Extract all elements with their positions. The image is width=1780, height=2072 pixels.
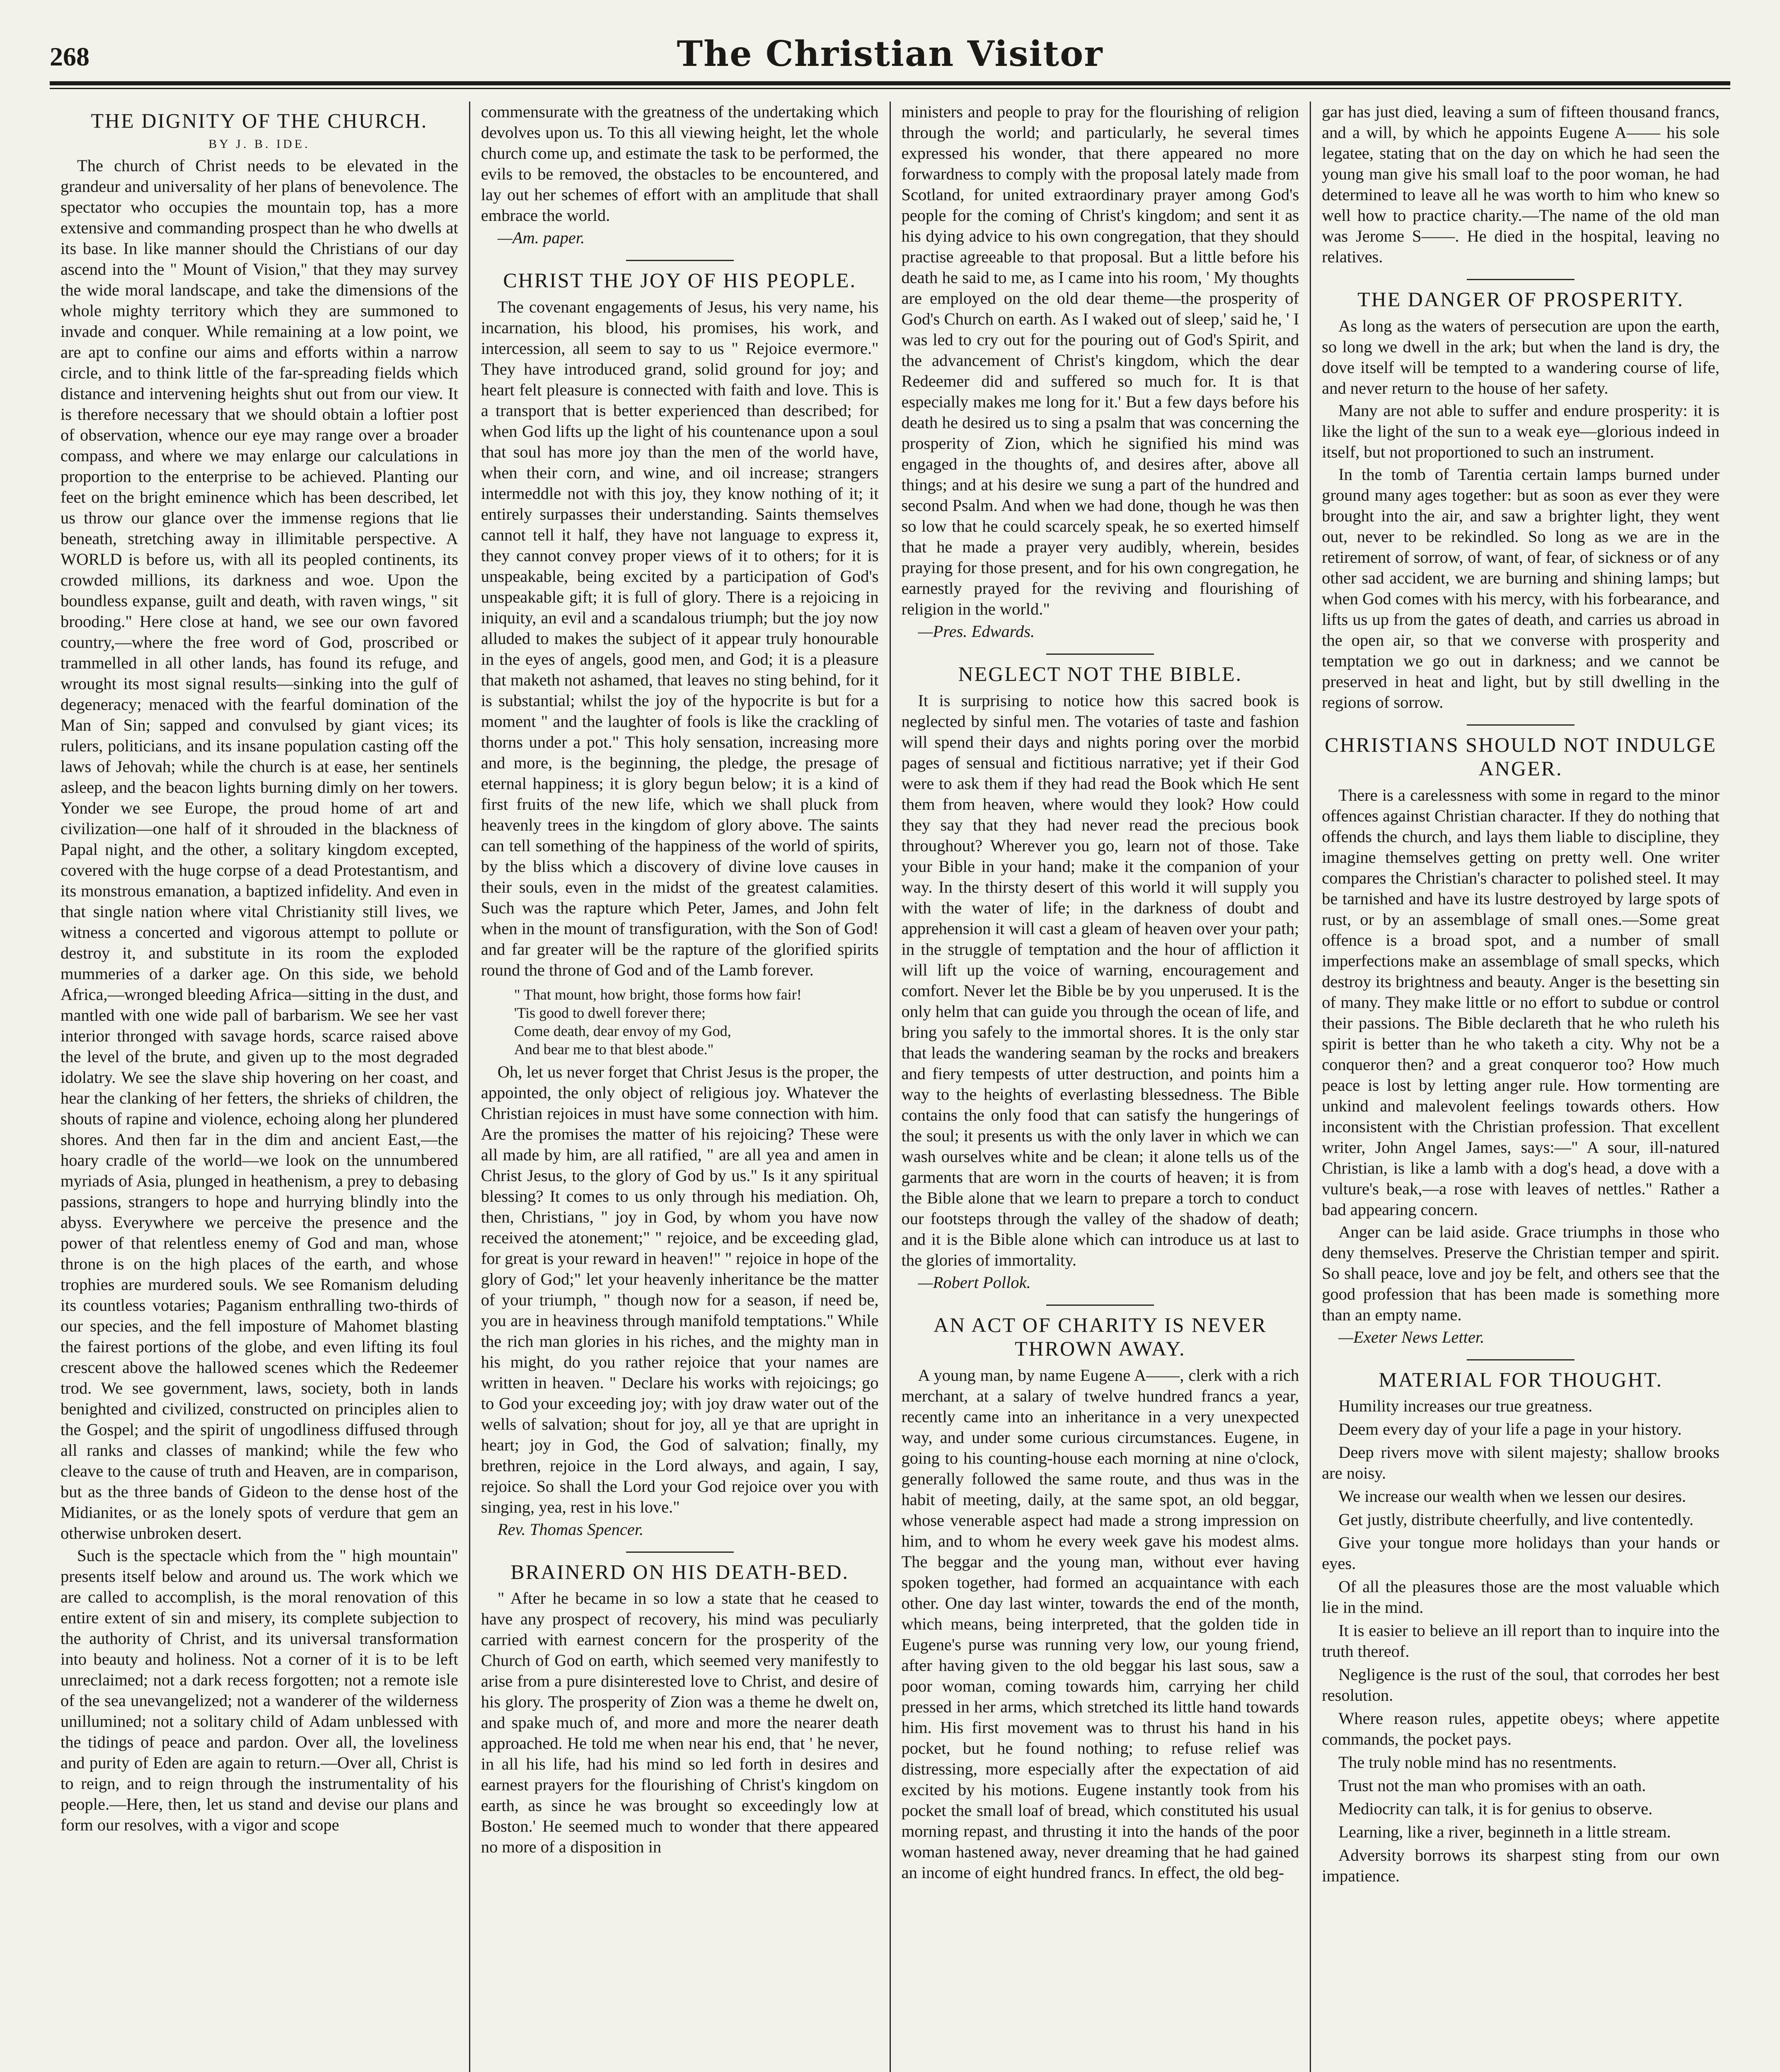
article-separator	[1046, 654, 1154, 655]
article-separator	[1467, 724, 1574, 726]
maxim-item: Humility increases our true greatness.	[1338, 1397, 1593, 1415]
article-paragraph: Anger can be laid aside. Grace triumphs in those who deny themselves. Preserve the Christian temper and spirit. So shall peace, love and joy be felt, and others see that the good profession that has been made is something more than an empty name.	[1322, 1222, 1720, 1324]
article-title: CHRIST THE JOY OF HIS PEOPLE.	[503, 269, 857, 292]
maxim-item: Deep rivers move with silent majesty; shallow brooks are noisy.	[1322, 1443, 1720, 1482]
article-paragraph: The church of Christ needs to be elevated in the grandeur and universality of her plans of benevolence. The spectator who occupies the mountain top, has a more extensive and commanding prospect than he who dwells at its base. In like manner should the Christians of our day ascend into the " Mount of Vision," that they may survey the wide moral landscape, and take the dimensions of the whole mighty territory which they are summoned to invade and conquer. While remaining at a low point, we are apt to confine our aims and efforts within a narrow circle, and to think little of the far-spreading fields which distance and intervening heights shut out from our view. It is therefore necessary that we should obtain a loftier post of observation, whence our eye may range over a broader compass, and where we may enlarge our calculations in proportion to the enterprise to be achieved. Planting our feet on the bright eminence which has been described, let us throw our glance over the immense regions that lie beneath, stretching away in illimitable perspective. A WORLD is before us, with all its peopled continents, its crowded millions, its darkness and woe. Upon the boundless expanse, guilt and death, with raven wings, " sit brooding." Here close at hand, we see our own favored country,—where the free word of God, proscribed or trammelled in all other lands, has found its refuge, and wrought its most signal results—sinking into the gulf of degeneracy; menaced with the fearful domination of the Man of Sin; sapped and convulsed by giant vices; its rulers, politicians, and its insane population casting off the laws of Jehovah; while the church is at ease, her sentinels asleep, and the beacon lights burning dimly on her towers. Yonder we see Europe, the proud home of art and civilization—one half of it shrouded in the blackness of Papal night, and the other, a solitary kingdom excepted, covered with the huge corpse of a dead Protestantism, and its monstrous emanation, a baptized infidelity. And even in that single nation where vital Christianity still lives, we witness a concerted and vigorous attempt to pollute or destroy it, and substitute in its room the exploded mummeries of a darker age. On this side, we behold Africa,—wronged bleeding Africa—sitting in the dust, and mantled with one wide pall of barbarism. We see her vast interior thronged with savage hords, scarce raised above the level of the brute, and given up to the most degraded idolatry. We see the slave ship hovering on her coast, and hear the clanking of her fetters, the shrieks of children, the shouts of rapine and violence, echoing along her plundered shores. And then far in the dim and ancient East,—the hoary cradle of the world—we look on the unnumbered myriads of Asia, plunged in heathenism, a prey to debasing passions, strangers to hope and hurrying blindly into the abyss. Everywhere we perceive the presence and the power of that relentless enemy of God and man, whose throne is on the high places of the earth, and whose trophies are murdered souls. We see Romanism deluding its countless votaries; Paganism enthralling two-thirds of our species, and the fell imposture of Mahomet blasting the fairest portions of the globe, and even lifting its foul crescent above the hallowed scenes which the Redeemer trod. We see government, laws, society, both in lands benighted and civilized, constructed on principles alien to the Gospel; and the spirit of ungodliness diffused through all ranks and classes of mankind; while the few who cleave to the cause of truth and Heaven, are in comparison, but as the three bands of Gideon to the dense host of the Midianites, or as the lonely spots of verdure that gem an otherwise unbroken desert.	[60, 156, 458, 1542]
poem-line: " That mount, how bright, those forms how fair!	[514, 986, 802, 1003]
article-separator	[1467, 1359, 1574, 1360]
maxim-item: Get justly, distribute cheerfully, and live contentedly.	[1338, 1510, 1694, 1529]
article-title: MATERIAL FOR THOUGHT.	[1379, 1368, 1663, 1391]
columns	[50, 102, 1730, 2072]
poem-line: Come death, dear envoy of my God,	[514, 1022, 731, 1039]
article-separator	[1467, 279, 1574, 280]
article-material-for-thought	[1322, 1368, 1720, 1887]
maxim-item: Deem every day of your life a page in your history.	[1338, 1420, 1682, 1438]
masthead	[50, 25, 1730, 79]
article-paragraph: " After he became in so low a state that he ceased to have any prospect of recovery, his mind was peculiarly carried with earnest concern for the prosperity of the Church of God on earth, which seemed very manifestly to arise from a pure disinterested love to Christ, and desire of his glory. The prosperity of Zion was a theme he dwelt on, and spake much of, and more and more the nearer death approached. He told me when near his end, that ' he never, in all his life, had his mind so led forth in desires and earnest prayers for the flourishing of Christ's kingdom on earth, as since he was brought so exceedingly low at Boston.' He seemed much to wonder that there appeared no more of a disposition in	[481, 1589, 879, 1856]
column-3	[891, 102, 1311, 2072]
maxim-item: Of all the pleasures those are the most valuable which lie in the mind.	[1322, 1577, 1720, 1617]
article-separator	[1046, 1305, 1154, 1306]
article-danger-of-prosperity	[1322, 288, 1720, 713]
article-act-of-charity	[902, 1313, 1299, 1883]
article-dignity-of-the-church	[60, 109, 458, 1835]
column-2	[470, 102, 891, 2072]
article-paragraph: In the tomb of Tarentia certain lamps burned under ground many ages together: but as soon as ever they were brought into the air, and saw a brighter light, they went out, never to be rekindled. So long as we are in the retirement of sorrow, of want, of fear, of sickness or of any other sad accident, we are burning and shining lamps; but when God comes with his mercy, with his forbearance, and lifts us up from the gates of death, and carries us abroad in the open air, so that we converse with prosperity and temptation we go out in darkness; and we cannot be preserved in heat and light, but by still dwelling in the regions of sorrow.	[1322, 465, 1720, 712]
poem-line: And bear me to that blest abode."	[514, 1041, 714, 1058]
maxim-item: It is easier to believe an ill report than to inquire into the truth thereof.	[1322, 1621, 1720, 1661]
article-title: BRAINERD ON HIS DEATH-BED.	[510, 1560, 849, 1583]
article-byline: BY J. B. IDE.	[208, 137, 310, 151]
maxim-item: Mediocrity can talk, it is for genius to observe.	[1338, 1799, 1653, 1818]
maxim-item: Negligence is the rust of the soul, that corrodes her best resolution.	[1322, 1665, 1720, 1704]
maxim-item: Adversity borrows its sharpest sting from our own impatience.	[1322, 1846, 1720, 1885]
article-paragraph: Many are not able to suffer and endure prosperity: it is like the light of the sun to a weak eye—glorious indeed in itself, but not proportioned to such an instrument.	[1322, 401, 1720, 461]
maxim-item: Trust not the man who promises with an oath.	[1338, 1776, 1646, 1795]
page-number: 268	[50, 42, 89, 71]
article-source: —Am. paper.	[497, 228, 585, 247]
article-paragraph: gar has just died, leaving a sum of fifteen thousand francs, and a will, by which he appoints Eugene A—— his sole legatee, stating that on the day on which he had seen the young man give his small loaf to the poor woman, he had determined to leave all he was worth to him who knew so well how to practice charity.—The name of the old man was Jerome S——. He died in the hospital, leaving no relatives.	[1322, 102, 1720, 266]
article-paragraph: It is surprising to notice how this sacred book is neglected by sinful men. The votaries of taste and fashion will spend their days and nights poring over the morbid pages of sensual and fictitious narrative; yet if their God were to ask them if they had read the Book which He sent them from heaven, where would they look? How could they say that they had never read the precious book throughout? Wherever you go, learn not of those. Take your Bible in your hand; make it the companion of your way. In the thirsty desert of this world it will supply you with the water of life; in the darkness of doubt and apprehension it will cast a gleam of heaven over your path; in the struggle of temptation and the hour of affliction it will lift up the voice of warning, encouragement and comfort. Never let the Bible be by you unperused. It is the only helm that can guide you through the ocean of life, and bring you safely to the immortal shores. It is the only star that leads the wandering seaman by the rocks and breakers and fiery tempests of utter destruction, and points him a way to the heights of everlasting blessedness. The Bible contains the only food that can satisfy the hungerings of the soul; it presents us with the only laver in which we can wash ourselves white and be clean; it alone tells us of the garments that are worn in the courts of heaven; it is from the Bible alone that we learn to prepare a torch to conduct our footsteps through the valley of the shadow of death; and it is the Bible alone which can introduce us at last to the glories of immortality.	[901, 691, 1299, 1269]
article-paragraph: The covenant engagements of Jesus, his very name, his incarnation, his blood, his promises, his work, and intercession, all seem to say to us " Rejoice evermore." They have introduced grand, solid ground for joy; and heart felt pleasure is connected with faith and love. This is a transport that is better experienced than described; for when God lifts up the light of his countenance upon a soul that soul has more joy than the men of the world have, when their corn, and wine, and oil increase; strangers intermeddle not with this joy, they know nothing of it; it entirely surpasses their understanding. Saints themselves cannot tell it half, they have not language to express it, they cannot convey proper views of it to others; for it is unspeakable, being excited by a participation of God's unspeakable gift; it is full of glory. There is a rejoicing in iniquity, an evil and a scandalous triumph; but the joy now alluded to makes the subject of it appear truly honourable in the eyes of angels, good men, and God; it is a pleasure that maketh not ashamed, that leaves no sting behind, for it is substantial; whilst the joy of the hypocrite is but for a moment " and the laughter of fools is like the crackling of thorns under a pot." This holy sensation, increasing more and more, is the beginning, the pledge, the presage of eternal happiness; it is glory begun below; it is a kind of first fruits of the new life, which we shall pluck from heavenly trees in the kingdom of glory above. The saints can tell something of the happiness of the world of spirits, by the bliss which a discovery of divine love causes in their souls, even in the midst of the greatest calamities. Such was the rapture which Peter, James, and John felt when in the mount of transfiguration, with the Son of God! and far greater will be the rapture of the glorified spirits round the throne of God and of the Lamb forever.	[481, 297, 879, 979]
column-4	[1311, 102, 1730, 2072]
article-paragraph: A young man, by name Eugene A——, clerk with a rich merchant, at a salary of twelve hundred francs a year, recently came into an inheritance in a very unexpected way, and under some curious circumstances. Eugene, in going to his counting-house each morning at nine o'clock, generally followed the same route, and thus was in the habit of meeting, daily, at the same spot, an old beggar, whose venerable aspect had made a strong impression on him, and to whom he every week gave his modest alms. The beggar and the young man, without ever having spoken together, had formed an acquaintance with each other. One day last winter, towards the end of the month, which means, being interpreted, that the golden tide in Eugene's purse was running very low, our young friend, after having given to the old beggar his last sous, saw a poor woman, coming towards him, carrying her child pressed in her arms, which stretched its little hand towards him. His first movement was to thrust his hand in his pocket, but he found nothing; to refuse relief was distressing, more especially after the expectation of aid excited by his motions. Eugene instantly took from his pocket the small loaf of bread, which constituted his usual morning repast, and thrusting it into the hands of the poor woman hastened away, never dreaming that he had gained an income of eight hundred francs. In effect, the old beg-	[901, 1365, 1299, 1882]
article-neglect-not-the-bible	[902, 662, 1299, 1293]
article-source: —Pres. Edwards.	[918, 622, 1035, 641]
article-source: —Robert Pollok.	[918, 1273, 1031, 1292]
article-charity-continued	[1322, 102, 1720, 267]
maxim-item: Where reason rules, appetite obeys; where appetite commands, the pocket pays.	[1322, 1709, 1720, 1748]
article-separator	[626, 1552, 734, 1553]
header-rule	[50, 81, 1730, 85]
header-rule-thin	[50, 88, 1730, 89]
article-paragraph: There is a carelessness with some in regard to the minor offences against Christian character. If they do nothing that offends the church, and lays them liable to discipline, they imagine themselves getting on pretty well. One writer compares the Christian's character to polished steel. It may be tarnished and have its lustre destroyed by large spots of rust, or by an assemblage of small ones.—Some great offence is a broad spot, and a number of small imperfections make an assemblage of small specks, which destroy its brightness and beauty. Anger is the besetting sin of many. They make little or no effort to subdue or control their passions. The Bible declareth that he who ruleth his spirit is better than he who taketh a city. Why not be a conqueror then? and a great conqueror too? How much peace is lost by letting anger rule. How tormenting are unkind and malevolent feelings towards others. How inconsistent with the Christian profession. That excellent writer, John Angel James, says:—" A sour, ill-natured Christian, is like a lamb with a dog's head, a dove with a vulture's beak,—a rose with leaves of nettles." Rather a bad appearing concern.	[1322, 785, 1720, 1219]
article-source: Rev. Thomas Spencer.	[497, 1520, 644, 1539]
maxim-item: We increase our wealth when we lessen our desires.	[1338, 1487, 1686, 1506]
article-should-not-indulge-anger	[1322, 733, 1720, 1348]
poem-line: 'Tis good to dwell forever there;	[514, 1004, 706, 1021]
article-title: AN ACT OF CHARITY IS NEVER THROWN AWAY.	[934, 1313, 1267, 1360]
article-paragraph: commensurate with the greatness of the undertaking which devolves upon us. To this all viewing height, let the whole church come up, and estimate the task to be performed, the evils to be removed, the obstacles to be encountered, and lay out her schemes of effort with an amplitude that shall embrace the world.	[481, 102, 879, 225]
newspaper-title: The Christian Visitor	[677, 33, 1103, 74]
article-title: THE DIGNITY OF THE CHURCH.	[91, 109, 428, 132]
article-dignity-continued	[481, 102, 879, 248]
column-1	[50, 102, 470, 2072]
article-brainerd	[481, 1560, 879, 1858]
article-paragraph: Oh, let us never forget that Christ Jesus is the proper, the appointed, the only object of religious joy. Whatever the Christian rejoices in must have some connection with him. Are the promises the matter of his rejoicing? These were all made by him, are all ratified, " are all yea and amen in Christ Jesus, to the glory of God by us." Is it any spiritual blessing? It comes to us only through his mediation. Oh, then, Christians, " joy in God, by whom you have now received the atonement;" " rejoice, and be exceeding glad, for great is your reward in heaven!" " rejoice in hope of the glory of God;" let your heavenly inheritance be the matter of your triumph, " though now for a season, if need be, you are in heaviness through manifold temptations." While the rich man glories in his riches, and the mighty man in his might, do you rather rejoice that your names are written in heaven. " Declare his works with rejoicings; go to God your exceeding joy; with joy draw water out of the wells of salvation; shout for joy, all ye that are upright in heart; joy in God, the God of salvation; finally, my brethren, rejoice in the Lord always, and again, I say, rejoice. So shall the Lord your God rejoice over you with singing, yea, rest in his love."	[481, 1062, 879, 1516]
article-separator	[626, 260, 734, 261]
maxim-item: Learning, like a river, beginneth in a little stream.	[1338, 1823, 1671, 1841]
article-title: NEGLECT NOT THE BIBLE.	[958, 662, 1243, 685]
article-christ-the-joy	[481, 269, 879, 1540]
article-title: CHRISTIANS SHOULD NOT INDULGE ANGER.	[1325, 733, 1717, 780]
maxim-item: The truly noble mind has no resentments.	[1338, 1753, 1617, 1772]
maxims-list	[1322, 1396, 1720, 1886]
article-brainerd-continued	[902, 102, 1299, 642]
article-paragraph: Such is the spectacle which from the " high mountain" presents itself below and around us. The work which we are called to accomplish, is the moral renovation of this entire extent of sin and misery, its complete subjection to the authority of Christ, and its universal transformation into beauty and holiness. Not a corner of it is to be left unreclaimed; not a dark recess forgotten; not a remote isle of the sea unevangelized; not a wanderer of the wilderness unillumined; not a solitary child of Adam unblessed with the tidings of peace and pardon. Over all, the loveliness and purity of Eden are again to return.—Over all, Christ is to reign, and to reign through the instrumentality of his people.—Here, then, let us stand and devise our plans and form our resolves, with a vigor and scope	[60, 1546, 458, 1834]
article-paragraph: As long as the waters of persecution are upon the earth, so long we dwell in the ark; but when the land is dry, the dove itself will be tempted to a wandering course of life, and never return to the house of her safety.	[1322, 316, 1720, 397]
maxim-item: Give your tongue more holidays than your hands or eyes.	[1322, 1533, 1720, 1573]
article-title: THE DANGER OF PROSPERITY.	[1357, 288, 1684, 311]
article-paragraph: ministers and people to pray for the flourishing of religion through the world; and particularly, he several times expressed his wonder, that there appeared no more forwardness to comply with the proposal lately made from Scotland, for united extraordinary prayer among God's people for the coming of Christ's kingdom; and sent it as his dying advice to his own congregation, that they should practise agreeable to that proposal. But a little before his death he said to me, as I came into his room, ' My thoughts are employed on the old dear theme—the prosperity of God's Church on earth. As I waked out of sleep,' said he, ' I was led to cry out for the pouring out of God's Spirit, and the advancement of Christ's kingdom, which the dear Redeemer did and suffered so much for. It is that especially makes me long for it.' But a few days before his death he desired us to sing a psalm that was concerning the prosperity of Zion, which he signified his mind was engaged in the thoughts of, and desires after, above all things; and at his desire we sung a part of the hundred and second Psalm. And when we had done, though he was then so low that he could scarcely speak, he so exerted himself that he made a prayer very audibly, wherein, besides praying for those present, and for his own congregation, he earnestly prayed for the reviving and flourishing of religion in the world."	[901, 102, 1299, 618]
article-source: —Exeter News Letter.	[1338, 1327, 1485, 1346]
poem-quotation	[481, 982, 879, 1062]
